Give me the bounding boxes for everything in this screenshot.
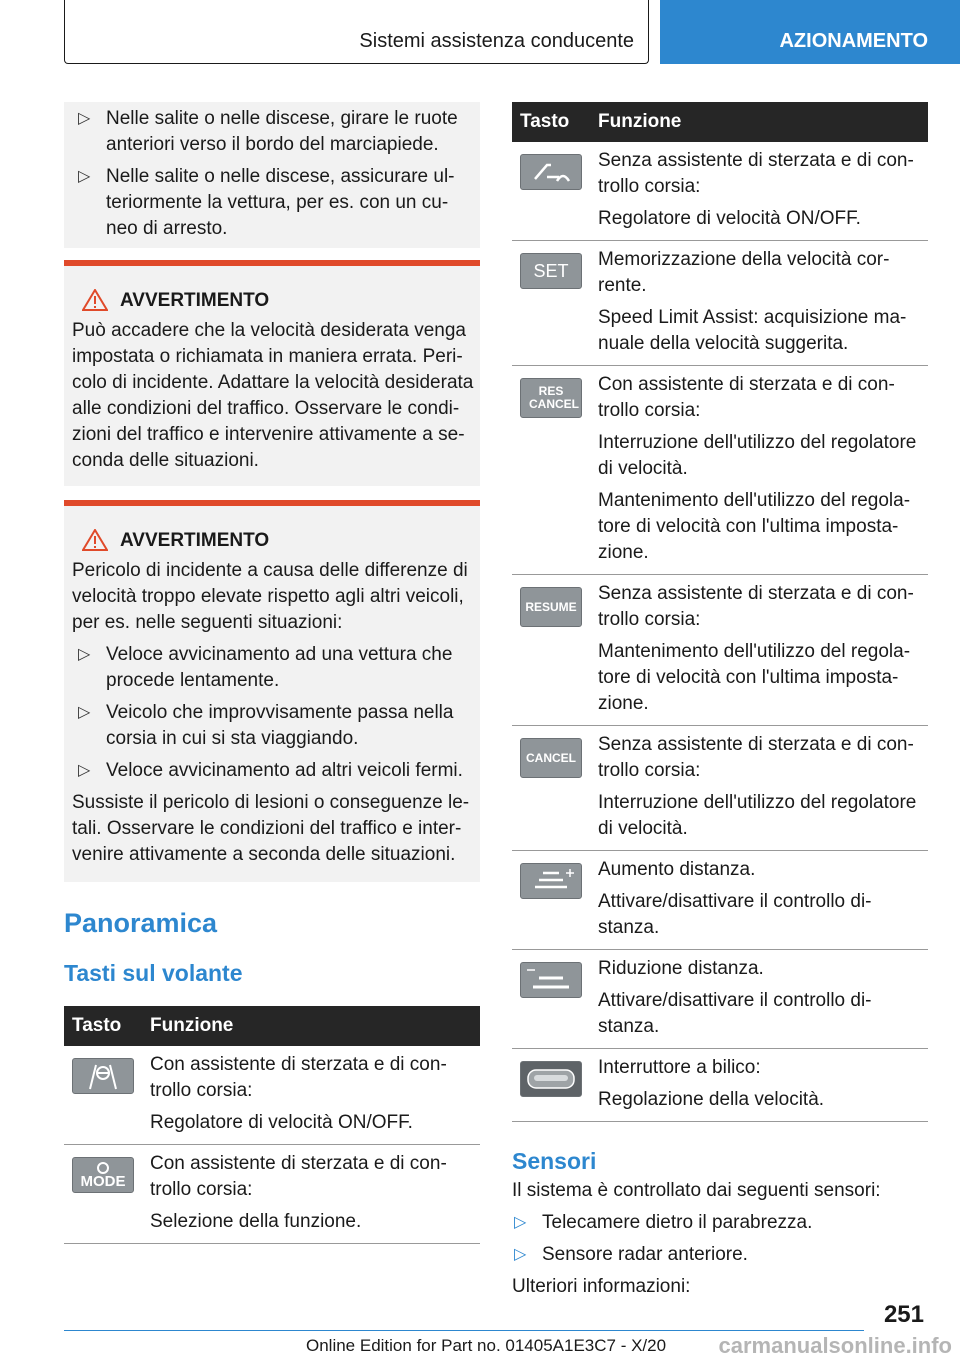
warning-text: Può accadere che la velocità desiderata venga impostata o richiamata in maniera errata. Pericolo di incidente. Adattare la velocità desiderata alle condizioni del traffico. Osservare le condizioni del traffico e intervenire attivamente a seconda delle situazioni. bbox=[72, 320, 474, 471]
table-row: SET Memorizzazione della velocità corrente. Speed Limit Assist: acquisizione manuale della velocità suggerita. bbox=[512, 241, 928, 366]
triangle-bullet-icon: ▷ bbox=[78, 762, 91, 779]
warning-title: AVVERTIMENTO bbox=[72, 288, 474, 314]
table-row: Riduzione distanza. Attivare/disattivare il controllo distanza. bbox=[512, 950, 928, 1049]
table-header-row bbox=[64, 1006, 480, 1046]
column-header-function: Funzione bbox=[142, 1006, 480, 1046]
triangle-bullet-icon: ▷ bbox=[78, 168, 91, 185]
table-row: RESUME Senza assistente di sterzata e di controllo corsia: Mantenimento dell'utilizzo del regolatore di velocità con l'ultima impostazione. bbox=[512, 575, 928, 726]
sensors-heading: Sensori bbox=[512, 1148, 597, 1174]
cancel-button-icon: CANCEL bbox=[520, 738, 582, 778]
sensors-intro: Il sistema è controllato dai seguenti sensori: bbox=[512, 1180, 881, 1201]
res-cancel-button-icon: RES CANCEL bbox=[520, 378, 582, 418]
column-header-key: Tasto bbox=[512, 102, 590, 142]
column-header-function: Funzione bbox=[590, 102, 928, 142]
list-item: ▷ Veloce avvicinamento ad altri veicoli fermi. bbox=[72, 758, 474, 784]
distance-decrease-icon bbox=[520, 962, 582, 998]
warning-triangle-icon bbox=[82, 529, 108, 551]
column-header-key: Tasto bbox=[64, 1006, 142, 1046]
list-item: ▷ Telecamere dietro il parabrezza. bbox=[512, 1210, 928, 1236]
chapter-title: AZIONAMENTO bbox=[779, 30, 928, 52]
list-item: ▷ Veicolo che improvvisamente passa nella corsia in cui si sta viaggiando. bbox=[78, 702, 454, 749]
lane-assist-steering-icon bbox=[72, 1058, 134, 1094]
warning-intro: Pericolo di incidente a causa delle differenze di velocità troppo elevate rispetto agli altri veicoli, per es. nelle seguenti situazioni: bbox=[72, 560, 468, 633]
distance-increase-icon bbox=[520, 863, 582, 899]
resume-button-icon: RESUME bbox=[520, 587, 582, 627]
subsection-heading: Tasti sul volante bbox=[64, 960, 243, 986]
left-column bbox=[64, 102, 480, 1244]
cruise-control-icon bbox=[520, 154, 582, 190]
header-section-box bbox=[64, 0, 649, 64]
warning-box bbox=[64, 500, 480, 882]
warning-title: AVVERTIMENTO bbox=[72, 528, 474, 554]
mode-button-icon: MODE bbox=[72, 1157, 134, 1193]
right-column bbox=[512, 102, 928, 1300]
section-title: Sistemi assistenza conducente bbox=[359, 30, 634, 52]
table-header-row bbox=[512, 102, 928, 142]
list-item: ▷ Veloce avvicinamento ad una vettura che procede lentamente. bbox=[78, 644, 453, 691]
sensors-outro: Ulteriori informazioni: bbox=[512, 1276, 691, 1297]
triangle-bullet-icon: ▷ bbox=[514, 1246, 527, 1263]
table-row: Con assistente di sterzata e di controllo corsia: Regolatore di velocità ON/OFF. bbox=[64, 1046, 480, 1145]
table-row: Interruttore a bilico: Regolazione della velocità. bbox=[512, 1049, 928, 1122]
table-row: Aumento distanza. Attivare/disattivare il controllo distanza. bbox=[512, 851, 928, 950]
watermark: carmanualsonline.info bbox=[718, 1333, 952, 1358]
function-table-left bbox=[64, 1006, 480, 1244]
list-item: ▷ Nelle salite o nelle discese, girare le ruote anteriori verso il bordo del marciapiede. bbox=[78, 108, 458, 155]
rocker-switch-icon bbox=[520, 1061, 582, 1097]
table-row: MODE Con assistente di sterzata e di controllo corsia: Selezione della funzione. bbox=[64, 1145, 480, 1244]
warning-triangle-icon bbox=[82, 289, 108, 311]
set-button-icon: SET bbox=[520, 253, 582, 289]
table-row: CANCEL Senza assistente di sterzata e di controllo corsia: Interruzione dell'utilizzo del regolatore di velocità. bbox=[512, 726, 928, 851]
warning-box bbox=[64, 260, 480, 486]
function-table-right bbox=[512, 102, 928, 1122]
table-row: Senza assistente di sterzata e di controllo corsia: Regolatore di velocità ON/OFF. bbox=[512, 142, 928, 241]
header-chapter-tab[interactable] bbox=[660, 0, 960, 64]
bullet-box bbox=[64, 102, 480, 248]
triangle-bullet-icon: ▷ bbox=[78, 704, 91, 721]
list-item: ▷ Sensore radar anteriore. bbox=[512, 1242, 928, 1268]
triangle-bullet-icon: ▷ bbox=[78, 646, 91, 663]
section-heading: Panoramica bbox=[64, 908, 218, 938]
page-number: 251 bbox=[883, 1301, 924, 1328]
table-row: RES CANCEL Con assistente di sterzata e di controllo corsia: Interruzione dell'utilizzo del regolatore di velocità. Mantenimento dell'utilizzo del regolatore di velocità con l'ultima impostazione. bbox=[512, 366, 928, 575]
triangle-bullet-icon: ▷ bbox=[514, 1214, 527, 1231]
list-item: ▷ Nelle salite o nelle discese, assicurare ulteriormente la vettura, per es. con un cuneo di arresto. bbox=[78, 166, 455, 239]
footer-divider bbox=[64, 1330, 864, 1331]
triangle-bullet-icon: ▷ bbox=[78, 110, 91, 127]
footer-edition: Online Edition for Part no. 01405A1E3C7 - X/20 bbox=[306, 1336, 667, 1355]
warning-outro: Sussiste il pericolo di lesioni o conseguenze letali. Osservare le condizioni del traffico e intervenire attivamente a seconda delle situazioni. bbox=[72, 792, 470, 865]
